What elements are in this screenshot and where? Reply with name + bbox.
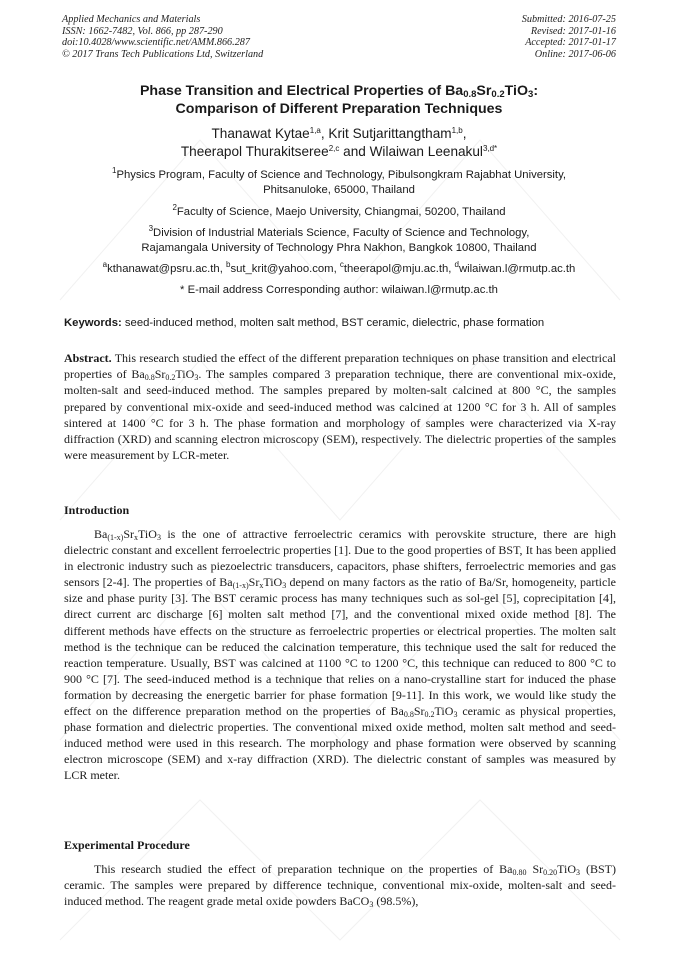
journal-copyright: © 2017 Trans Tech Publications Ltd, Switzerland: [62, 48, 264, 60]
keywords-label: Keywords:: [64, 317, 122, 329]
affiliation-2: $^2$Faculty of Science, Maejo University, Chiangmai, 50200, Thailand: [172, 203, 506, 218]
experimental-paragraph: This research studied the effect of preparation technique on the properties of $Ba_{0.80}$ $Sr_{0.20}TiO_3$ (BST) ceramic. The samples were prepared by difference technique, conventional mix-oxide, molten-salt and seed-induced method. The reagent grade metal oxide powders BaCO$_3$ (98.5%),: [64, 862, 617, 910]
paper-title: [40, 82, 638, 118]
author-name: , Krit Sutjarittangtham: [320, 126, 452, 141]
date-accepted: Accepted: 2017-01-17: [525, 37, 616, 49]
author-emails: $^a$kthanawat@psru.ac.th, $^b$sut_krit@yahoo.com, $^c$theerapol@mju.ac.th, $^d$wilaiwan.l@rmutp.ac.th: [102, 260, 576, 275]
journal-issn: ISSN: 1662-7482, Vol. 866, pp 287-290: [62, 25, 223, 37]
keywords: [64, 316, 619, 331]
section-heading-experimental: Experimental Procedure: [64, 838, 190, 852]
author-list: Thanawat Kytae$^{1,a}$, Krit Sutjarittangtham$^{1,b}$, Theerapol Thurakitseree$^{2,c}$ and Wilaiwan Leenakul$^{3,d*}$: [180, 126, 498, 159]
date-submitted: Submitted: 2016-07-25: [521, 14, 616, 25]
affiliation-3: $^3$Division of Industrial Materials Science, Faculty of Science and Technology, Rajamangala University of Technology Phra Nakhon, Bangkok 10800, Thailand: [141, 224, 537, 254]
date-online: Online: 2017-06-06: [534, 48, 616, 60]
abstract-label: Abstract.: [64, 351, 112, 365]
title-line-2: Comparison of Different Preparation Techniques: [175, 101, 503, 117]
email-link[interactable]: kthanawat@psru.ac.th,: [107, 263, 226, 275]
date-revised: Revised: 2017-01-16: [530, 25, 616, 37]
email-link[interactable]: wilaiwan.l@rmutp.ac.th: [459, 263, 576, 275]
author-name: Theerapol Thurakitseree: [180, 144, 329, 159]
introduction-paragraph: $Ba_{(1-x)}Sr_xTiO_3$ is the one of attractive ferroelectric ceramics with perovskite structure, there are high dielectric constant and excellent ferroelectric properties [1]. Due to the good properties of BST, It has been applied in electronic industry such as piezoelectric transducers, capacitors, phase shifters, ferroelectric memories and gas sensors [2-4]. The properties of $Ba_{(1-x)}Sr_xTiO_3$ depend on many factors as the ratio of Ba/Sr, homogeneity, particle size and phase purity [3]. The BST ceramic process has many techniques such as sol-gel [5], coprecipitation [4], direct current arc discharge [6] molten salt method [7], and the conventional mixed oxide method [8]. The different methods have effects on the structure as ferroelectric properties or electrical properties. The molten salt method is the technique can be reduced the calcination temperature, this technique used the salt for reduced the reaction temperature. Usually, BST was calcined at 1100 °C to 1200 °C, this technique can reduced to 800 °C to 900 °C [7]. The seed-induced method is a technique that relies on a nano-crystalline start for induced the phase formation by decreasing the energetic barrier for phase formation [9-11]. In this work, we would like study the effect on the difference preparation method on the properties of $Ba_{0.8}Sr_{0.2}TiO_3$ ceramic as physical properties, phase formation and dielectric properties. The conventional mixed oxide method, molten salt method and seed-induced method were used in this research. The morphology and phase formation were observed by scanning electron microscope (SEM) and x-ray diffraction (XRD). The dielectric constant of samples was measured by LCR meter.: [64, 527, 617, 783]
section-heading-introduction: Introduction: [64, 503, 130, 517]
email-link[interactable]: sut_krit@yahoo.com,: [230, 263, 340, 275]
title-line-1: Phase Transition and Electrical Properties of $Ba_{0.8}Sr_{0.2}TiO_3$:: [139, 83, 539, 100]
submission-dates: [522, 14, 616, 60]
journal-name: Applied Mechanics and Materials: [62, 14, 201, 25]
email-link[interactable]: theerapol@mju.ac.th,: [343, 263, 455, 275]
corresponding-author: * E-mail address Corresponding author: wilaiwan.l@rmutp.ac.th: [180, 284, 498, 296]
journal-doi: doi:10.4028/www.scientific.net/AMM.866.287: [62, 37, 250, 49]
keywords-text: seed-induced method, molten salt method, BST ceramic, dielectric, phase formation: [121, 317, 545, 329]
affiliation-1: $^1$Physics Program, Faculty of Science and Technology, Pibulsongkram Rajabhat University, Phitsanuloke, 65000, Thailand: [111, 166, 567, 196]
journal-info: [62, 14, 263, 60]
author-name: and Wilaiwan Leenakul: [339, 144, 483, 159]
author-name: Thanawat Kytae: [211, 126, 310, 141]
abstract: Abstract. This research studied the effect of the different preparation techniques on phase transition and electrical properties of $Ba_{0.8}Sr_{0.2}TiO_3$. The samples compared 3 preparation technique, there are conventional mix-oxide, molten-salt and seed-induced method. The samples prepared by molten-salt calcined at 800 °C, the samples prepared by conventional mix-oxide and seed-induced method was calcined at 1200 °C for 3 h. All of samples sintered at 1400 °C for 3 h. The phase formation and morphology of samples were characterized via X-ray diffraction (XRD) and scanning electron microscopy (SEM), respectively. The dielectric properties of the samples were measurement by LCR-meter.: [64, 351, 616, 463]
